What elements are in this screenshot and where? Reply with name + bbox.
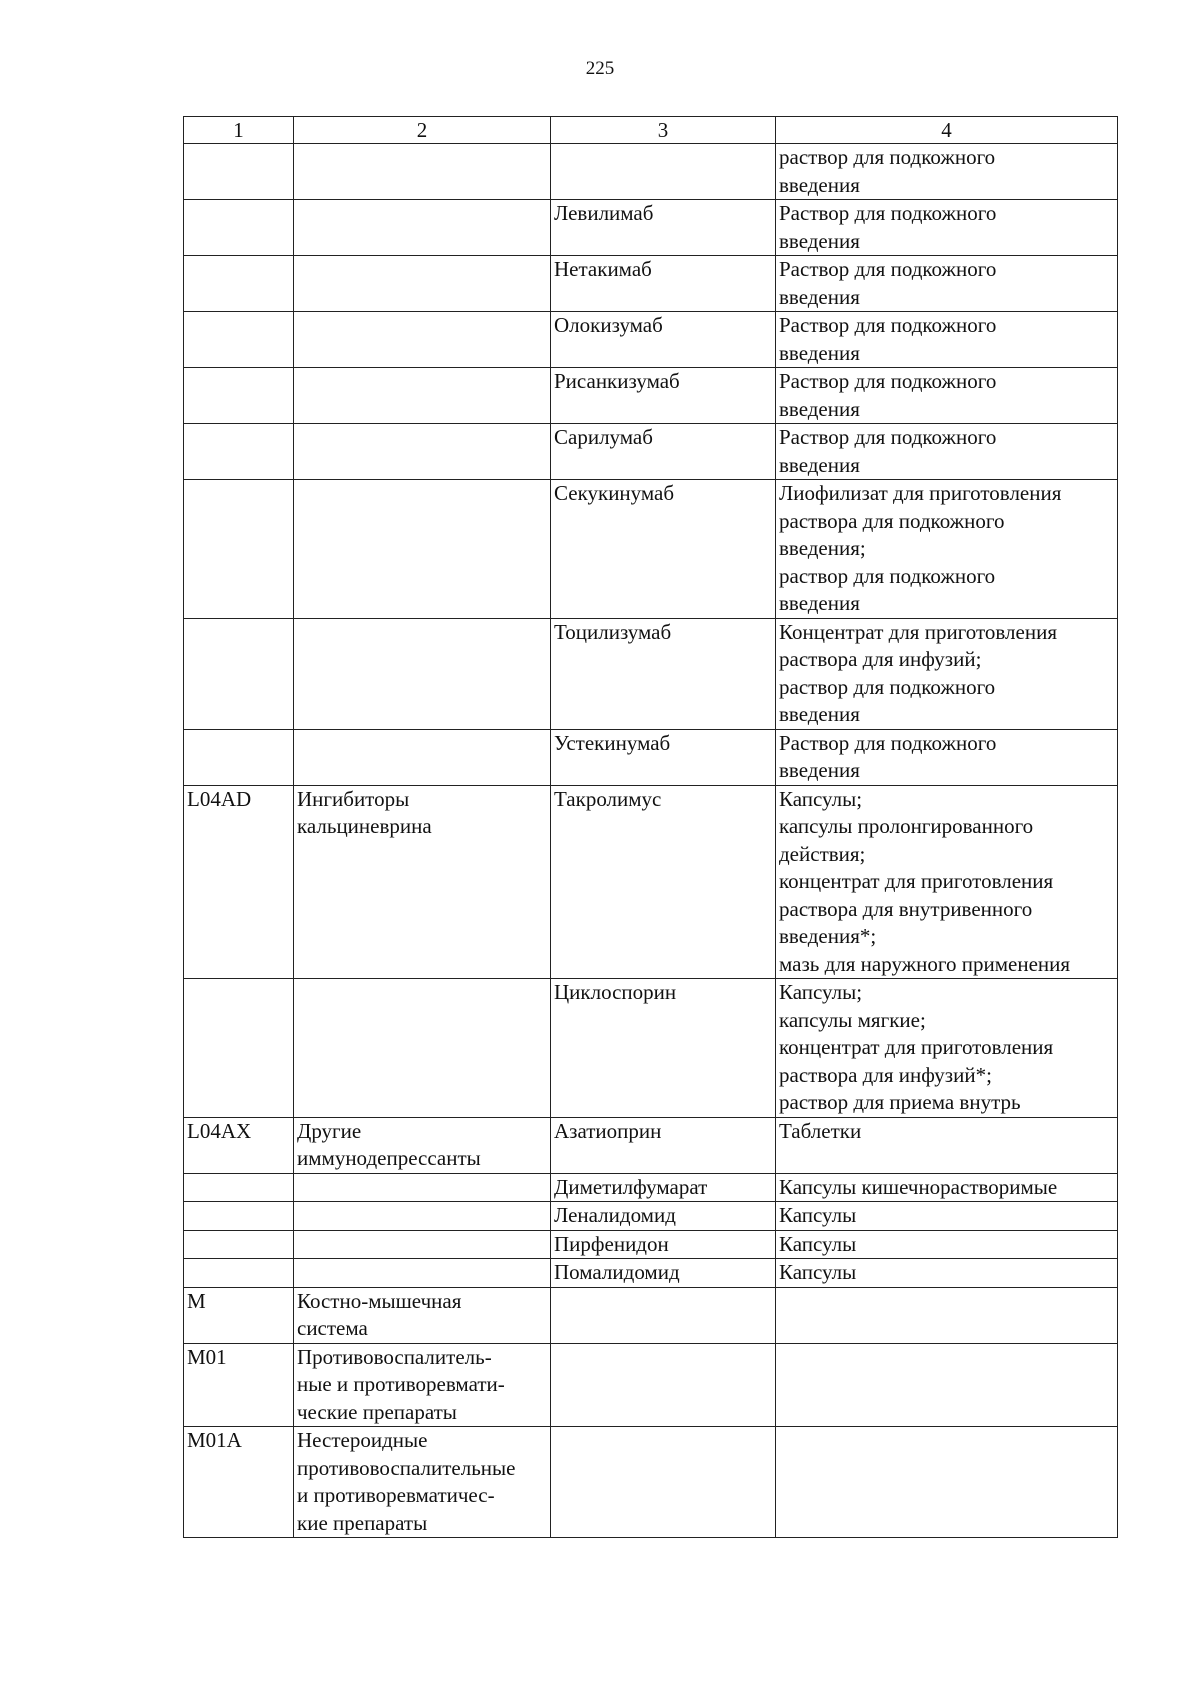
dosage-form-cell: Капсулы (776, 1230, 1118, 1259)
group-name-cell (294, 1230, 551, 1259)
table-row (184, 368, 1118, 424)
drug-name-cell (551, 1427, 776, 1538)
drug-name-cell: Диметилфумарат (551, 1173, 776, 1202)
dosage-form-cell (776, 1343, 1118, 1427)
dosage-form-cell: Раствор для подкожного введения (776, 256, 1118, 312)
atc-code-cell (184, 256, 294, 312)
drug-name-cell: Помалидомид (551, 1259, 776, 1288)
atc-code-cell: L04AD (184, 785, 294, 979)
atc-code-cell (184, 1259, 294, 1288)
atc-code-cell: M (184, 1287, 294, 1343)
atc-code-cell: M01 (184, 1343, 294, 1427)
atc-code-cell (184, 979, 294, 1118)
table-row (184, 1173, 1118, 1202)
drug-name-cell: Леналидомид (551, 1202, 776, 1231)
dosage-form-cell: Раствор для подкожного введения (776, 424, 1118, 480)
column-header-1: 1 (184, 117, 294, 144)
drug-name-cell: Пирфенидон (551, 1230, 776, 1259)
group-name-cell (294, 480, 551, 619)
atc-code-cell: L04AX (184, 1117, 294, 1173)
group-name-cell (294, 979, 551, 1118)
atc-code-cell: M01A (184, 1427, 294, 1538)
group-name-cell: Костно-мышечная система (294, 1287, 551, 1343)
group-name-cell: Противовоспалитель- ные и противоревмати- ческие препараты (294, 1343, 551, 1427)
table-row (184, 618, 1118, 729)
table-row (184, 256, 1118, 312)
dosage-form-cell: раствор для подкожного введения (776, 144, 1118, 200)
table-row (184, 729, 1118, 785)
dosage-form-cell (776, 1287, 1118, 1343)
column-header-3: 3 (551, 117, 776, 144)
group-name-cell (294, 200, 551, 256)
atc-code-cell (184, 312, 294, 368)
drug-name-cell: Такролимус (551, 785, 776, 979)
group-name-cell (294, 1202, 551, 1231)
drug-name-cell: Сарилумаб (551, 424, 776, 480)
table-row (184, 1343, 1118, 1427)
table-row (184, 424, 1118, 480)
column-header-4: 4 (776, 117, 1118, 144)
group-name-cell: Другие иммунодепрессанты (294, 1117, 551, 1173)
dosage-form-cell: Лиофилизат для приготовления раствора для подкожного введения; раствор для подкожного введения (776, 480, 1118, 619)
dosage-form-cell: Таблетки (776, 1117, 1118, 1173)
table-body (184, 144, 1118, 1538)
table-row (184, 785, 1118, 979)
group-name-cell (294, 256, 551, 312)
drug-name-cell: Циклоспорин (551, 979, 776, 1118)
drug-table (183, 116, 1118, 1538)
group-name-cell (294, 312, 551, 368)
table-row (184, 1427, 1118, 1538)
table-row (184, 1287, 1118, 1343)
table-row (184, 1230, 1118, 1259)
column-header-2: 2 (294, 117, 551, 144)
dosage-form-cell: Раствор для подкожного введения (776, 368, 1118, 424)
drug-name-cell: Нетакимаб (551, 256, 776, 312)
table-row (184, 1202, 1118, 1231)
atc-code-cell (184, 618, 294, 729)
group-name-cell (294, 368, 551, 424)
group-name-cell: Ингибиторы кальциневрина (294, 785, 551, 979)
group-name-cell (294, 144, 551, 200)
group-name-cell (294, 1259, 551, 1288)
dosage-form-cell: Концентрат для приготовления раствора для инфузий; раствор для подкожного введения (776, 618, 1118, 729)
dosage-form-cell: Капсулы (776, 1259, 1118, 1288)
table-row (184, 1259, 1118, 1288)
atc-code-cell (184, 1173, 294, 1202)
group-name-cell (294, 1173, 551, 1202)
atc-code-cell (184, 729, 294, 785)
drug-name-cell: Секукинумаб (551, 480, 776, 619)
drug-name-cell: Левилимаб (551, 200, 776, 256)
drug-name-cell: Тоцилизумаб (551, 618, 776, 729)
drug-name-cell: Азатиоприн (551, 1117, 776, 1173)
dosage-form-cell: Капсулы; капсулы мягкие; концентрат для приготовления раствора для инфузий*; раствор для приема внутрь (776, 979, 1118, 1118)
dosage-form-cell (776, 1427, 1118, 1538)
atc-code-cell (184, 424, 294, 480)
table-row (184, 200, 1118, 256)
dosage-form-cell: Раствор для подкожного введения (776, 200, 1118, 256)
atc-code-cell (184, 1230, 294, 1259)
dosage-form-cell: Капсулы кишечнорастворимые (776, 1173, 1118, 1202)
drug-name-cell (551, 144, 776, 200)
drug-name-cell: Олокизумаб (551, 312, 776, 368)
atc-code-cell (184, 1202, 294, 1231)
header-row (184, 117, 1118, 144)
table-row (184, 979, 1118, 1118)
dosage-form-cell: Капсулы (776, 1202, 1118, 1231)
page-number: 225 (585, 58, 615, 79)
dosage-form-cell: Раствор для подкожного введения (776, 312, 1118, 368)
atc-code-cell (184, 200, 294, 256)
dosage-form-cell: Капсулы; капсулы пролонгированного действия; концентрат для приготовления раствора для внутривенного введения*; мазь для наружного применения (776, 785, 1118, 979)
table-row (184, 312, 1118, 368)
group-name-cell: Нестероидные противовоспалительные и противоревматичес- кие препараты (294, 1427, 551, 1538)
drug-name-cell (551, 1343, 776, 1427)
dosage-form-cell: Раствор для подкожного введения (776, 729, 1118, 785)
table-header (184, 117, 1118, 144)
atc-code-cell (184, 480, 294, 619)
atc-code-cell (184, 368, 294, 424)
drug-name-cell (551, 1287, 776, 1343)
table-row (184, 1117, 1118, 1173)
table-row (184, 480, 1118, 619)
drug-name-cell: Рисанкизумаб (551, 368, 776, 424)
atc-code-cell (184, 144, 294, 200)
group-name-cell (294, 424, 551, 480)
table-row (184, 144, 1118, 200)
drug-name-cell: Устекинумаб (551, 729, 776, 785)
group-name-cell (294, 729, 551, 785)
group-name-cell (294, 618, 551, 729)
